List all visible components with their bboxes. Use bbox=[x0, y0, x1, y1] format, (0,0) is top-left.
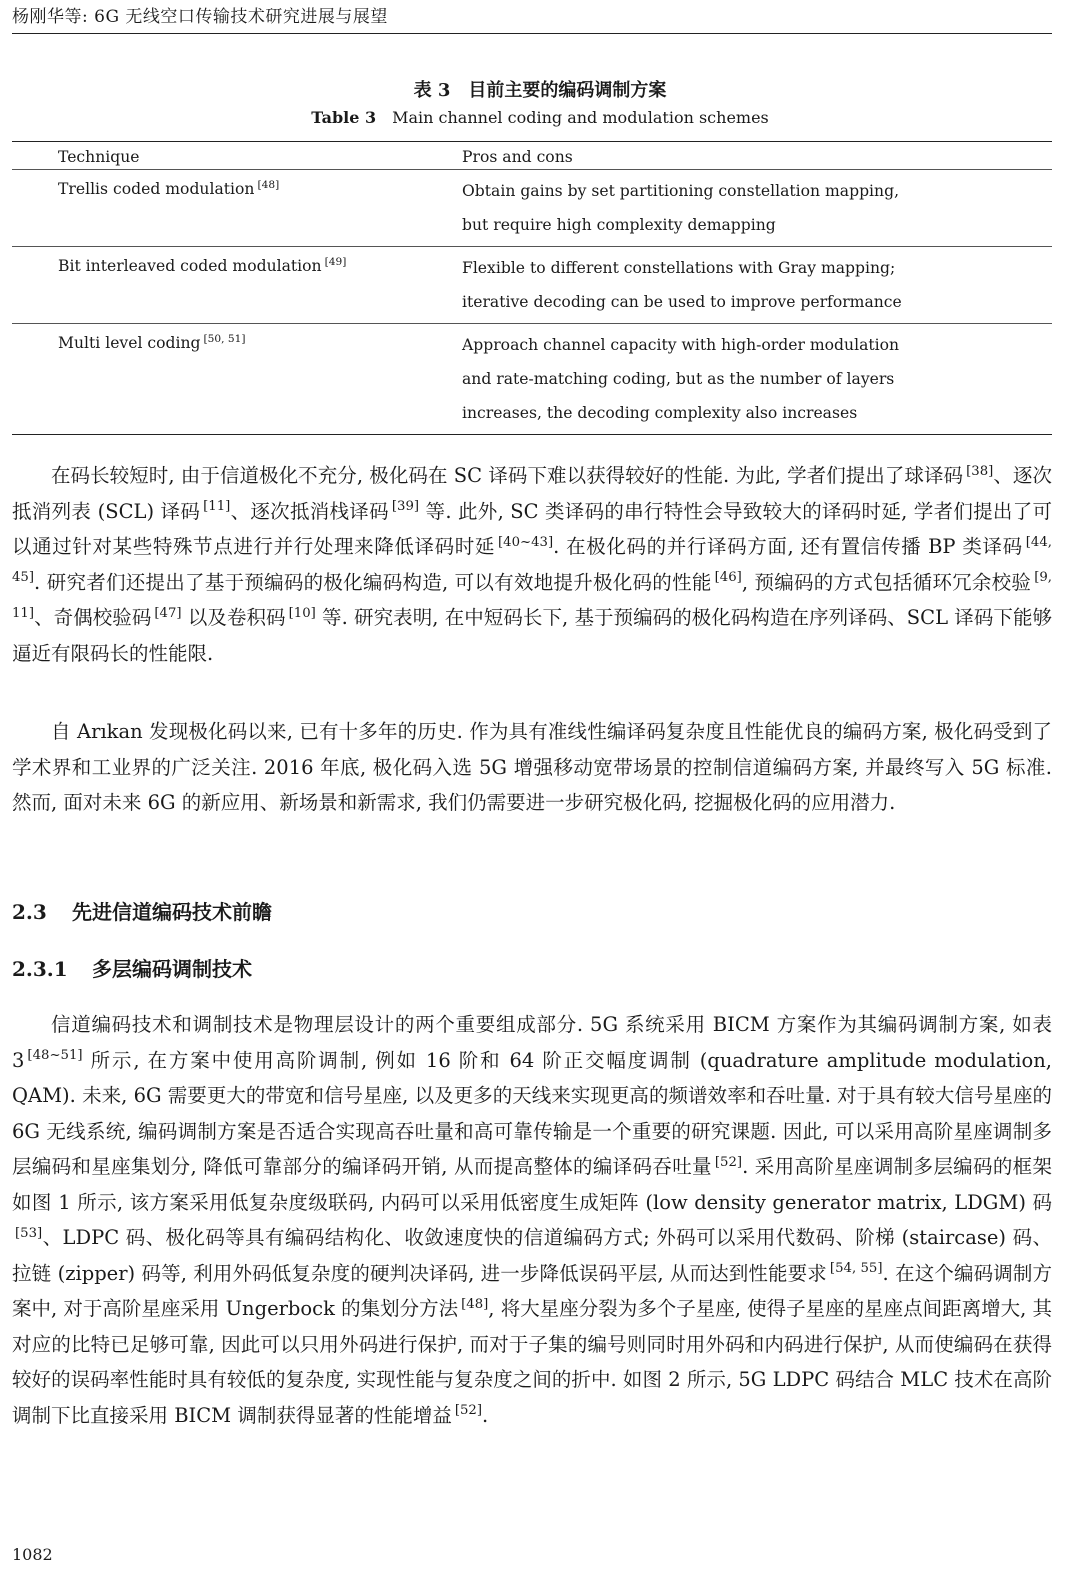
citation-ref: [50, 51] bbox=[203, 333, 246, 346]
table-body bbox=[12, 170, 1052, 435]
text-segment: 等. 研究表明, 在中短码长下, 基于预编码的极化码构造在序列译码、SCL 译码下能够逼近有限码长的性能限. bbox=[12, 606, 1052, 665]
text-segment: 、逐次抵消栈译码 bbox=[230, 499, 389, 523]
subsection-title: 多层编码调制技术 bbox=[92, 957, 252, 981]
text-segment: . 在极化码的并行译码方面, 还有置信传播 BP 类译码 bbox=[553, 535, 1023, 558]
pros-cons-line: iterative decoding can be used to improve performance bbox=[462, 293, 902, 311]
table-title: Main channel coding and modulation schemes bbox=[392, 108, 769, 127]
pros-cons-cell bbox=[462, 170, 1052, 247]
pros-cons-line: but require high complexity demapping bbox=[462, 216, 776, 234]
pros-cons-line: and rate-matching coding, but as the number of layers bbox=[462, 370, 895, 388]
citation-ref: [54, 55] bbox=[829, 1261, 883, 1277]
technique-cell bbox=[12, 247, 462, 324]
citation-ref: [39] bbox=[391, 499, 420, 515]
table-caption-english bbox=[0, 108, 1080, 127]
coding-schemes-table bbox=[12, 141, 1052, 435]
text-segment: . 研究者们还提出了基于预编码的极化编码构造, 可以有效地提升极化码的性能 bbox=[34, 570, 712, 594]
paragraph-multilevel-coding bbox=[12, 1007, 1052, 1433]
table-row bbox=[12, 170, 1052, 247]
subsection-number: 2.3.1 bbox=[12, 957, 68, 981]
technique-name: Bit interleaved coded modulation bbox=[58, 257, 322, 275]
text-segment: . bbox=[482, 1403, 489, 1427]
citation-ref: [44, 45] bbox=[12, 534, 1052, 586]
text-segment: , 将大星座分裂为多个子星座, 使得子星座的星座点间距离增大, 其对应的比特已足够可靠, 因此可以只用外码进行保护, 而对于子集的编号则同时用外码和内码进行保护, 从而使编码在获得较好的误码率性能时具有较低的复杂度, 实现性能与复杂度之间的折中. 如图 2 所示, 5G LDPC 码结合 MLC 技术在高阶调制下比直接采用 BICM 调制获得显著的性能增益 bbox=[12, 1297, 1052, 1427]
paragraph-polar-history bbox=[12, 714, 1052, 821]
citation-ref: [40~43] bbox=[497, 534, 554, 550]
column-header-technique: Technique bbox=[12, 142, 462, 170]
citation-ref: [52] bbox=[454, 1403, 483, 1419]
pros-cons-cell bbox=[462, 247, 1052, 324]
text-segment: . 在这个编码调制方案中, 对于高阶星座采用 Ungerbock 的集划分方法 bbox=[12, 1261, 1052, 1320]
technique-cell bbox=[12, 324, 462, 435]
citation-ref: [48~51] bbox=[27, 1048, 83, 1064]
table-caption-chinese: 表 3 目前主要的编码调制方案 bbox=[413, 80, 667, 101]
text-segment: 等. 此外, SC 类译码的串行特性会导致较大的译码时延, 学者们提出了可以通过针对某些特殊节点进行并行处理来降低译码时延 bbox=[12, 499, 1052, 558]
technique-cell bbox=[12, 170, 462, 247]
text-segment: 、逐次抵消列表 (SCL) 译码 bbox=[12, 464, 1052, 523]
section-title: 先进信道编码技术前瞻 bbox=[72, 900, 272, 924]
table-row bbox=[12, 247, 1052, 324]
text-segment: 在码长较短时, 由于信道极化不充分, 极化码在 SC 译码下难以获得较好的性能. 为此, 学者们提出了球译码 bbox=[51, 464, 964, 487]
text-segment: , 预编码的方式包括循环冗余校验 bbox=[741, 570, 1032, 594]
table-row bbox=[12, 324, 1052, 435]
citation-ref: [11] bbox=[203, 499, 231, 515]
citation-ref: [48] bbox=[257, 179, 280, 192]
pros-cons-line: increases, the decoding complexity also increases bbox=[462, 404, 858, 422]
page-number: 1082 bbox=[12, 1545, 53, 1564]
column-header-pros-cons: Pros and cons bbox=[462, 142, 1052, 170]
pros-cons-line: Approach channel capacity with high-order modulation bbox=[462, 336, 900, 354]
text-segment: 信道编码技术和调制技术是物理层设计的两个重要组成部分. 5G 系统采用 BICM 方案作为其编码调制方案, 如表 3 bbox=[12, 1013, 1052, 1072]
text-segment: 、奇偶校验码 bbox=[34, 606, 152, 629]
citation-ref: [53] bbox=[15, 1225, 43, 1241]
pros-cons-line: Obtain gains by set partitioning constellation mapping, bbox=[462, 182, 900, 200]
citation-ref: [38] bbox=[966, 463, 994, 479]
header-rule bbox=[12, 33, 1052, 34]
citation-ref: [49] bbox=[324, 256, 347, 269]
paragraph-polar-decoding bbox=[12, 458, 1052, 671]
technique-name: Multi level coding bbox=[58, 334, 201, 352]
text-segment: 所示, 在方案中使用高阶调制, 例如 16 阶和 64 阶正交幅度调制 (quadrature amplitude modulation, QAM). 未来, 6G 需要更大的带宽和信号星座, 以及更多的天线来实现更高的频谱效率和吞吐量. 对于具有较大信号星座的 6G 无线系统, 编码调制方案是否适合实现高吞吐量和高可靠传输是一个重要的研究课题. 因此, 可以采用高阶星座调制多层编码和星座集划分, 降低可靠部分的编译码开销, 从而提高整体的编译码吞吐量 bbox=[12, 1048, 1052, 1178]
text-segment: . 采用高阶星座调制多层编码的框架如图 1 所示, 该方案采用低复杂度级联码, 内码可以采用低密度生成矩阵 (low density generator matrix, LDGM) 码 bbox=[12, 1155, 1053, 1214]
section-heading-2-3 bbox=[12, 896, 272, 925]
text-segment: 以及卷积码 bbox=[181, 606, 286, 629]
section-number: 2.3 bbox=[12, 900, 47, 924]
pros-cons-cell bbox=[462, 324, 1052, 435]
running-head: 杨刚华等: 6G 无线空口传输技术研究进展与展望 bbox=[12, 7, 388, 27]
text-segment: 自 Arıkan 发现极化码以来, 已有十多年的历史. 作为具有准线性编译码复杂度且性能优良的编码方案, 极化码受到了学术界和工业界的广泛关注. 2016 年底, 极化码入选 5G 增强移动宽带场景的控制信道编码方案, 并最终写入 5G 标准. 然而, 面对未来 6G 的新应用、新场景和新需求, 我们仍需要进一步研究极化码, 挖掘极化码的应用潜力. bbox=[12, 720, 1052, 814]
technique-name: Trellis coded modulation bbox=[58, 180, 255, 198]
text-segment: 、LDPC 码、极化码等具有编码结构化、收敛速度快的信道编码方式; 外码可以采用代数码、阶梯 (staircase) 码、拉链 (zipper) 码等, 利用外码低复杂度的硬判决译码, 进一步降低误码平层, 从而达到性能要求 bbox=[12, 1226, 1052, 1285]
citation-ref: [52] bbox=[714, 1154, 743, 1170]
citation-ref: [46] bbox=[714, 570, 742, 586]
citation-ref: [48] bbox=[461, 1296, 489, 1312]
pros-cons-line: Flexible to different constellations with Gray mapping; bbox=[462, 259, 896, 277]
citation-ref: [10] bbox=[288, 605, 316, 621]
table-label: Table 3 bbox=[311, 108, 377, 127]
citation-ref: [47] bbox=[154, 605, 182, 621]
citation-ref: [9, 11] bbox=[12, 570, 1052, 621]
section-heading-2-3-1 bbox=[12, 953, 252, 982]
